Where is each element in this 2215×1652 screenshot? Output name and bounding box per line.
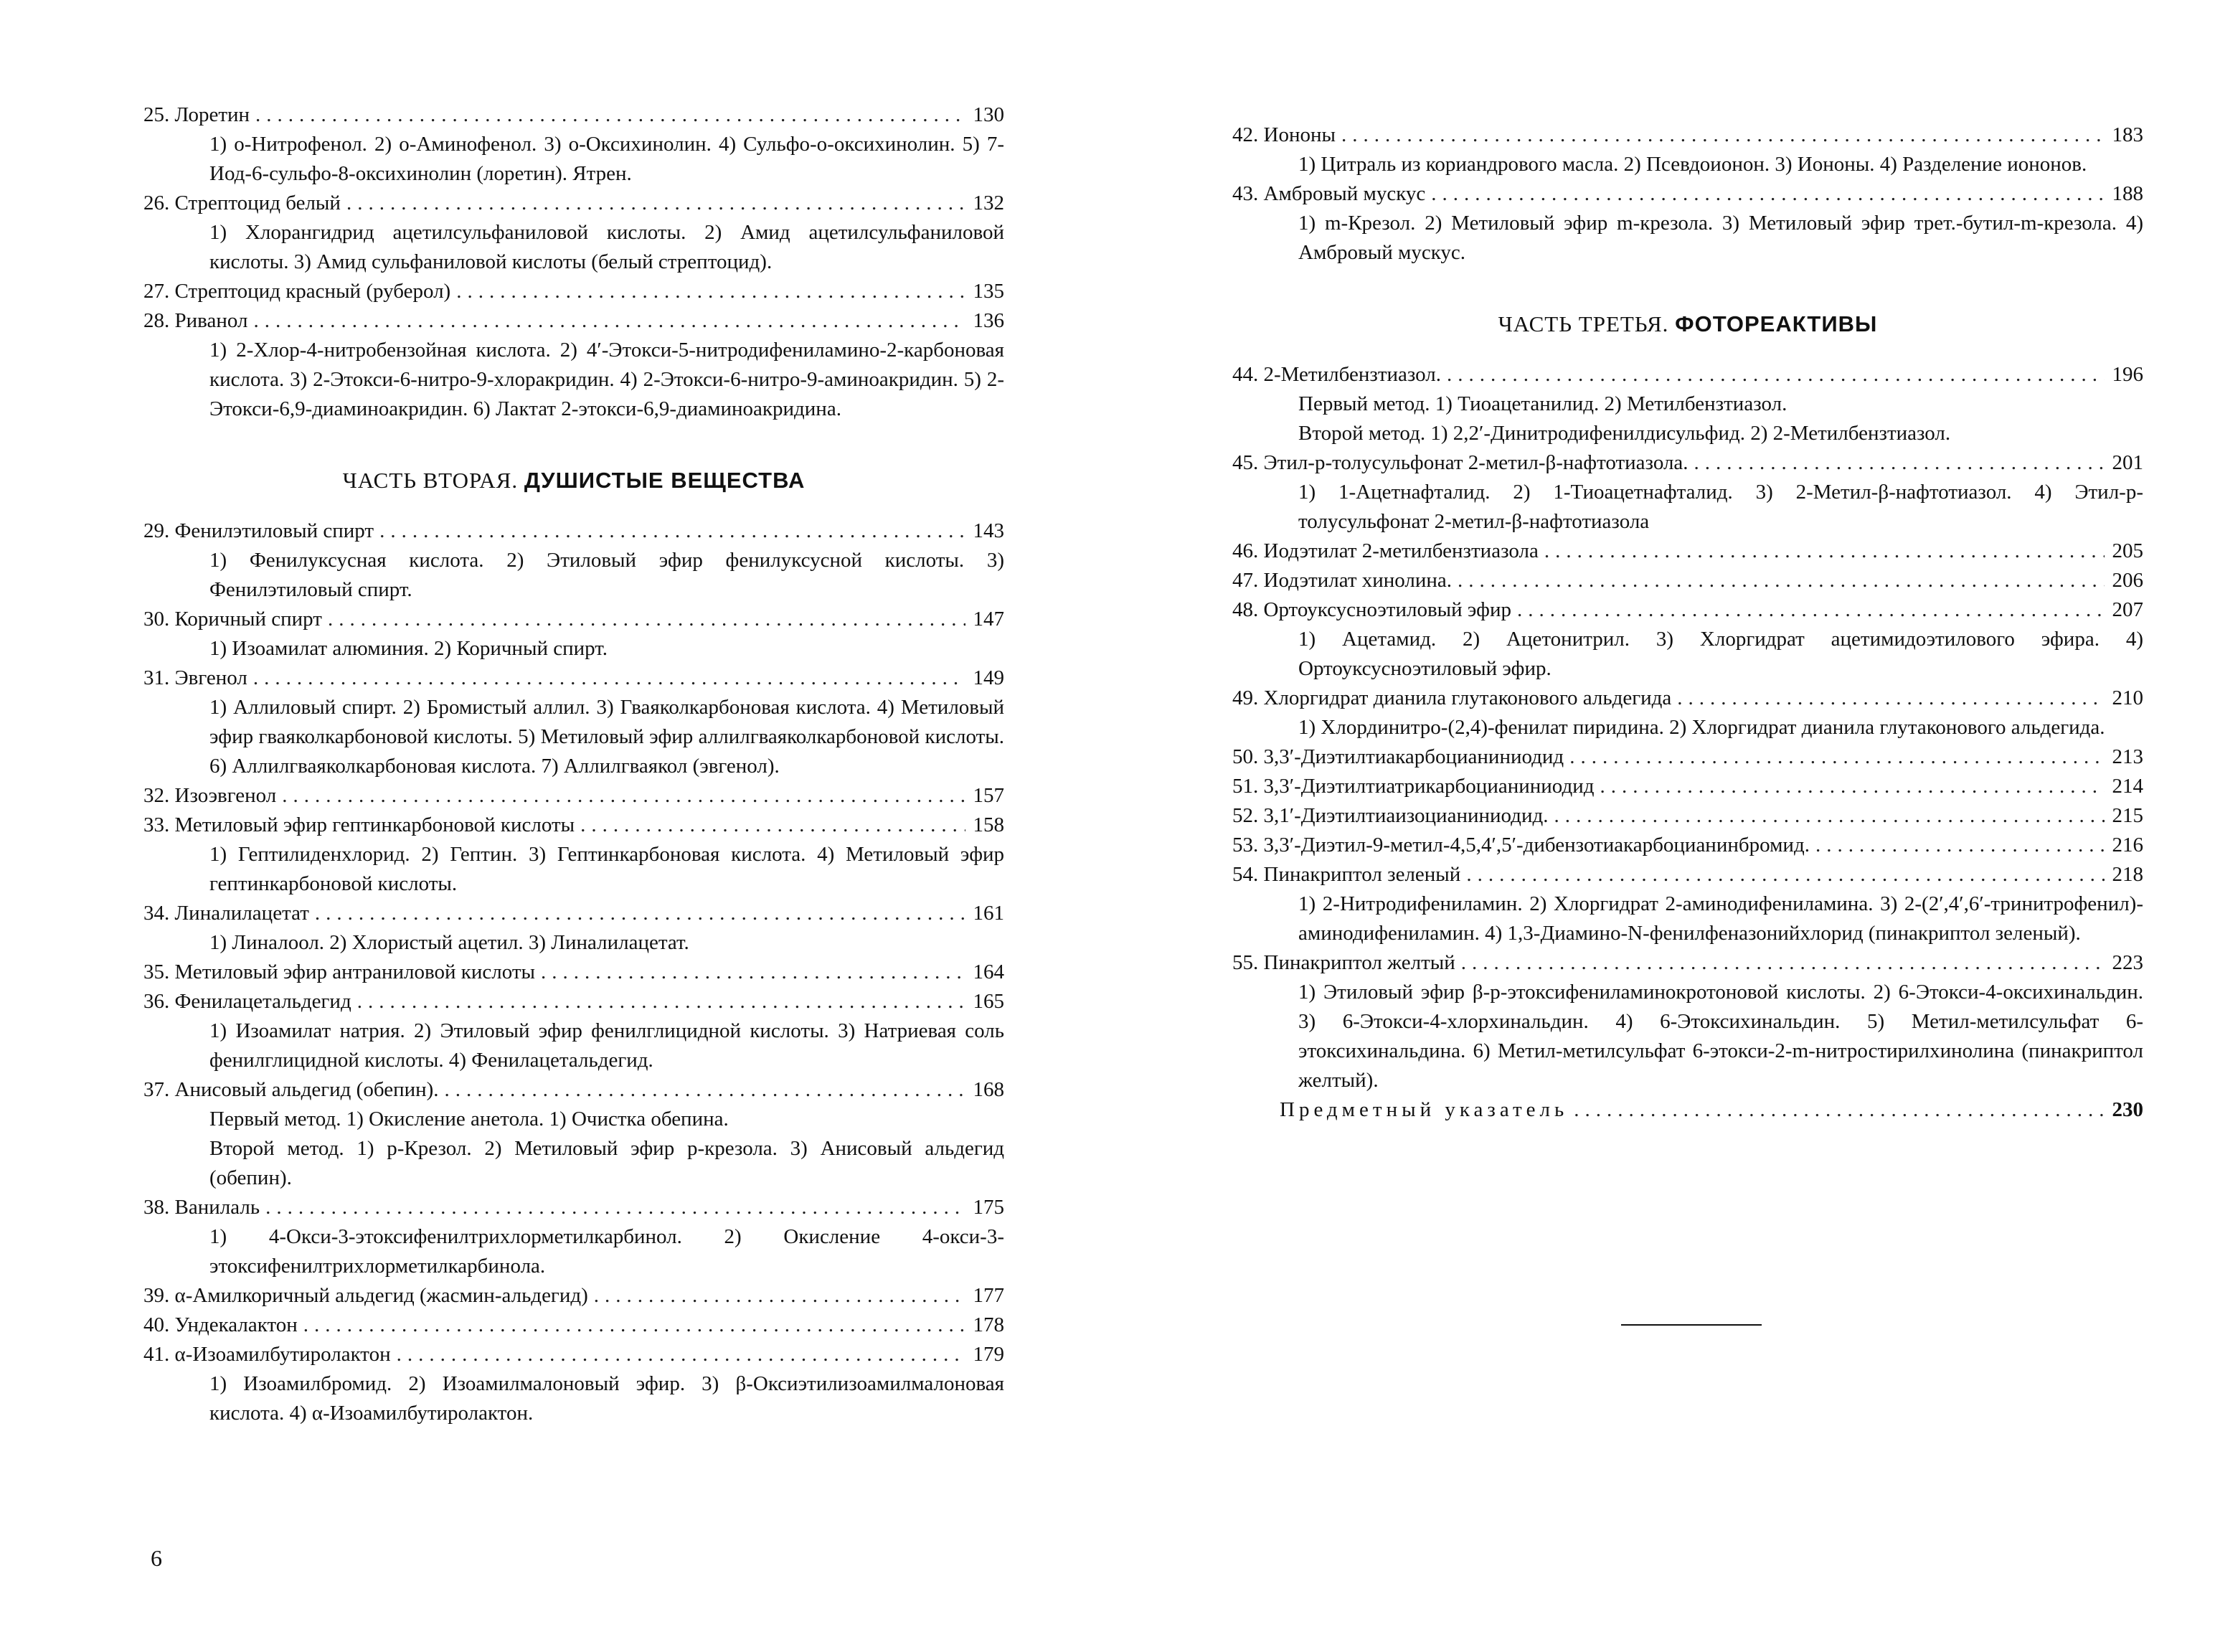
entry-title: 53. 3,3′-Диэтил-9-метил-4,5,4′,5′-дибензотиакарбоцианинбромид. [1232, 834, 1810, 856]
subject-index-page: 230 [2112, 1098, 2143, 1121]
entry-line [143, 189, 1004, 218]
dot-leader [1458, 566, 2105, 595]
toc-entry [143, 516, 1004, 605]
entry-page-number: 177 [973, 1284, 1004, 1307]
entry-title: 46. Иодэтилат 2-метилбензтиазола [1232, 539, 1539, 562]
entry-page-number: 183 [2112, 123, 2143, 146]
entry-description: 1) Гептилиденхлорид. 2) Гептин. 3) Гептинкарбоновая кислота. 4) Метиловый эфир гептинкарбоновой кислоты. [209, 843, 1004, 895]
toc-entry [143, 1075, 1004, 1193]
entry-line [1232, 360, 2143, 390]
entry-page-number: 147 [973, 608, 1004, 631]
entry-description: 1) Ацетамид. 2) Ацетонитрил. 3) Хлоргидрат ацетимидоэтилового эфира. 4) Ортоуксусноэтиловый эфир. [1298, 628, 2143, 680]
toc-entry [1232, 537, 2143, 566]
toc-entry [143, 1311, 1004, 1340]
entry-page-number: 206 [2112, 569, 2143, 592]
toc-entry [1232, 860, 2143, 948]
toc-entry [1232, 360, 2143, 448]
entry-page-number: 130 [973, 103, 1004, 126]
dot-leader [1461, 948, 2105, 978]
entry-line [1232, 742, 2143, 772]
entry-line [1232, 121, 2143, 150]
entry-line [1232, 566, 2143, 595]
entry-line [1232, 684, 2143, 713]
entry-page-number: 149 [973, 666, 1004, 689]
entry-title: 38. Ванилаль [143, 1196, 260, 1219]
entry-description: Первый метод. 1) Тиоацетанилид. 2) Метилбензтиазол. [1298, 392, 1787, 415]
entry-page-number: 136 [973, 309, 1004, 332]
toc-entry [143, 277, 1004, 306]
toc-entry [143, 100, 1004, 189]
toc-entry [1232, 595, 2143, 684]
entry-line [1232, 179, 2143, 209]
dot-leader [346, 189, 965, 218]
entry-title: 30. Коричный спирт [143, 608, 322, 631]
entry-page-number: 178 [973, 1313, 1004, 1336]
entry-description: 1) 4-Окси-3-этоксифенилтрихлорметилкарбинол. 2) Окисление 4-окси-3-этоксифенилтрихлорметилкарбинола. [209, 1225, 1004, 1278]
entry-line [143, 1340, 1004, 1369]
entry-page-number: 207 [2112, 598, 2143, 621]
toc-entry [143, 1340, 1004, 1428]
dot-leader [1677, 684, 2105, 713]
dot-leader [1544, 537, 2105, 566]
toc-entry [1232, 121, 2143, 179]
entry-line [143, 1193, 1004, 1222]
toc-entry [1232, 831, 2143, 860]
entry-description: 1) 1-Ацетнафталид. 2) 1-Тиоацетнафталид. 3) 2-Метил-β-нафтотиазол. 4) Этил-p-толусульфонат 2-метил-β-нафтотиазола [1298, 481, 2143, 533]
entry-description: 1) Цитраль из кориандрового масла. 2) Псевдоионон. 3) Иононы. 4) Разделение иононов. [1298, 153, 2087, 176]
entry-title: 37. Анисовый альдегид (обепин). [143, 1078, 439, 1101]
page-number: 6 [151, 1545, 162, 1571]
toc-entry [143, 189, 1004, 277]
entry-description: 1) Линалоол. 2) Хлористый ацетил. 3) Линалилацетат. [209, 931, 689, 954]
entry-page-number: 161 [973, 902, 1004, 925]
entry-line [143, 899, 1004, 928]
entry-title: 50. 3,3′-Диэтилтиакарбоцианиниодид [1232, 745, 1564, 768]
entry-title: 25. Лоретин [143, 103, 250, 126]
subject-index-title: Предметный указатель [1280, 1098, 1569, 1121]
entry-title: 45. Этил-p-толусульфонат 2-метил-β-нафтотиазола. [1232, 451, 1689, 474]
entry-page-number: 215 [2112, 804, 2143, 827]
toc-entry [143, 987, 1004, 1075]
entry-title: 42. Иононы [1232, 123, 1336, 146]
entry-page-number: 164 [973, 960, 1004, 983]
toc-entry [1232, 742, 2143, 772]
dot-leader [1694, 448, 2105, 478]
entries-part-two [143, 516, 1004, 1428]
dot-leader [456, 277, 965, 306]
entry-title: 31. Эвгенол [143, 666, 247, 689]
entry-title: 41. α-Изоамилбутиролактон [143, 1343, 391, 1366]
section-heading-part-two [143, 466, 1004, 495]
toc-entry [143, 958, 1004, 987]
dot-leader [253, 664, 965, 693]
entry-title: 35. Метиловый эфир антраниловой кислоты [143, 960, 536, 983]
entry-description: 1) Хлординитро-(2,4)-фенилат пиридина. 2) Хлоргидрат дианила глутаконового альдегида. [1298, 716, 2105, 739]
entry-line [1232, 448, 2143, 478]
entry-description: 1) 2-Хлор-4-нитробензойная кислота. 2) 4′-Этокси-5-нитродифениламино-2-карбоновая кислота. 3) 2-Этокси-6-нитро-9-хлоракридин. 4) 2-Этокси-6-нитро-9-аминоакридин. 5) 2-Этокси-6,9-диаминоакридин. 6) Лактат 2-этокси-6,9-диаминоакридина. [209, 339, 1004, 420]
entry-page-number: 223 [2112, 951, 2143, 974]
entry-description: 1) Изоамилбромид. 2) Изоамилмалоновый эфир. 3) β-Оксиэтилизоамилмалоновая кислота. 4) α-Изоамилбутиролактон. [209, 1372, 1004, 1425]
entry-line [1232, 831, 2143, 860]
entry-title: 28. Риванол [143, 309, 248, 332]
entry-title: 29. Фенилэтиловый спирт [143, 519, 374, 542]
toc-entry [1232, 772, 2143, 801]
subject-index-entry [1280, 1095, 2143, 1125]
entry-page-number: 143 [973, 519, 1004, 542]
dot-leader [379, 516, 965, 546]
dot-leader [1569, 742, 2105, 772]
right-page-column [1232, 121, 2143, 1125]
entry-description: 1) m-Крезол. 2) Метиловый эфир m-крезола. 3) Метиловый эфир трет.-бутил-m-крезола. 4) Амбровый мускус. [1298, 212, 2143, 264]
entry-description: 1) Изоамилат натрия. 2) Этиловый эфир фенилглицидной кислоты. 3) Натриевая соль фенилглицидной кислоты. 4) Фенилацетальдегид. [209, 1019, 1004, 1072]
entry-description: Первый метод. 1) Окисление анетола. 1) Очистка обепина. [209, 1108, 729, 1131]
section-prefix: ЧАСТЬ ВТОРАЯ. [342, 468, 519, 493]
entry-page-number: 165 [973, 990, 1004, 1013]
entry-page-number: 216 [2112, 834, 2143, 856]
entry-page-number: 135 [973, 280, 1004, 303]
toc-entry [1232, 179, 2143, 268]
entry-title: 52. 3,1′-Диэтилтиаизоцианиниодид. [1232, 804, 1549, 827]
entry-page-number: 132 [973, 192, 1004, 214]
toc-entry [143, 1281, 1004, 1311]
entry-description: 1) Аллиловый спирт. 2) Бромистый аллил. 3) Гваяколкарбоновая кислота. 4) Метиловый эфир гваяколкарбоновой кислоты. 5) Метиловый эфир аллилгваяколкарбоновой кислоты. 6) Аллилгваяколкарбоновая кислота. 7) Аллилгваякол (эвгенол). [209, 696, 1004, 778]
entry-description: 1) 2-Нитродифениламин. 2) Хлоргидрат 2-аминодифениламина. 3) 2-(2′,4′,6′-тринитрофенил)-аминодифениламин. 4) 1,3-Диамино-N-фенилфеназонийхлорид (пинакриптол зеленый). [1298, 892, 2143, 945]
toc-entry [143, 306, 1004, 424]
dot-leader [541, 958, 965, 987]
entry-description: 1) Изоамилат алюминия. 2) Коричный спирт. [209, 637, 608, 660]
entries-part-three [1232, 360, 2143, 1125]
toc-entry [1232, 948, 2143, 1095]
entry-title: 39. α-Амилкоричный альдегид (жасмин-альдегид) [143, 1284, 588, 1307]
dot-leader [397, 1340, 965, 1369]
dot-leader [1466, 860, 2105, 889]
entry-title: 32. Изоэвгенол [143, 784, 277, 807]
entry-line [1232, 948, 2143, 978]
entry-line [143, 516, 1004, 546]
entry-title: 54. Пинакриптол зеленый [1232, 863, 1461, 886]
entry-title: 36. Фенилацетальдегид [143, 990, 351, 1013]
entry-title: 44. 2-Метилбензтиазол. [1232, 363, 1442, 386]
entry-page-number: 196 [2112, 363, 2143, 386]
entry-description: 1) Фенилуксусная кислота. 2) Этиловый эфир фенилуксусной кислоты. 3) Фенилэтиловый спирт. [209, 549, 1004, 601]
dot-leader [1517, 595, 2105, 625]
entries-part-one [143, 100, 1004, 424]
dot-leader [315, 899, 965, 928]
entry-line [143, 100, 1004, 130]
entry-line [143, 1075, 1004, 1105]
dot-leader [580, 811, 965, 840]
entry-page-number: 218 [2112, 863, 2143, 886]
entry-line [143, 1281, 1004, 1311]
entry-line [143, 1311, 1004, 1340]
entry-line [1232, 537, 2143, 566]
entry-line [143, 781, 1004, 811]
toc-entry [143, 664, 1004, 781]
toc-entry [1232, 566, 2143, 595]
dot-leader [1815, 831, 2105, 860]
toc-entry [143, 781, 1004, 811]
entry-page-number: 205 [2112, 539, 2143, 562]
entry-page-number: 201 [2112, 451, 2143, 474]
dot-leader [357, 987, 965, 1016]
toc-entry [143, 811, 1004, 899]
dot-leader [1554, 801, 2105, 831]
entry-title: 55. Пинакриптол желтый [1232, 951, 1455, 974]
entry-description: 1) Этиловый эфир β-p-этоксифениламинокротоновой кислоты. 2) 6-Этокси-4-оксихинальдин. 3) 6-Этокси-4-хлорхинальдин. 4) 6-Этоксихинальдин. 5) Метил-метилсульфат 6-этоксихинальдина. 6) Метил-метилсульфат 6-этокси-2-m-нитростирилхинолина (пинакриптол желтый). [1298, 981, 2143, 1092]
entry-page-number: 214 [2112, 775, 2143, 798]
entry-line [143, 306, 1004, 336]
entry-title: 26. Стрептоцид белый [143, 192, 341, 214]
entry-page-number: 168 [973, 1078, 1004, 1101]
entry-title: 47. Иодэтилат хинолина. [1232, 569, 1453, 592]
entry-description: Второй метод. 1) 2,2′-Динитродифенилдисульфид. 2) 2-Метилбензтиазол. [1298, 422, 1951, 445]
entry-title: 34. Линалилацетат [143, 902, 309, 925]
entry-title: 49. Хлоргидрат дианила глутаконового альдегида [1232, 686, 1672, 709]
entry-title: 48. Ортоуксусноэтиловый эфир [1232, 598, 1511, 621]
entry-line [1232, 595, 2143, 625]
toc-entry [1232, 448, 2143, 537]
left-page-column [143, 100, 1004, 1428]
dot-leader [282, 781, 965, 811]
section-title: ФОТОРЕАКТИВЫ [1675, 311, 1878, 336]
dot-leader [255, 100, 965, 130]
entry-page-number: 179 [973, 1343, 1004, 1366]
entry-page-number: 157 [973, 784, 1004, 807]
toc-entry [143, 1193, 1004, 1281]
entry-title: 51. 3,3′-Диэтилтиатрикарбоцианиниодид [1232, 775, 1595, 798]
entry-line [143, 605, 1004, 634]
entry-line [143, 811, 1004, 840]
entry-description: 1) Хлорангидрид ацетилсульфаниловой кислоты. 2) Амид ацетилсульфаниловой кислоты. 3) Амид сульфаниловой кислоты (белый стрептоцид). [209, 221, 1004, 273]
dot-leader [445, 1075, 965, 1105]
entry-title: 43. Амбровый мускус [1232, 182, 1426, 205]
entry-line [1232, 772, 2143, 801]
closing-rule [1621, 1324, 1762, 1326]
entry-line [1232, 801, 2143, 831]
toc-entry [1232, 684, 2143, 742]
entry-title: 27. Стрептоцид красный (руберол) [143, 280, 451, 303]
entry-title: 40. Ундекалактон [143, 1313, 298, 1336]
entry-line [1232, 860, 2143, 889]
section-title: ДУШИСТЫЕ ВЕЩЕСТВА [524, 468, 806, 493]
dot-leader [303, 1311, 965, 1340]
entries-part-two-continued [1232, 121, 2143, 268]
entry-line [143, 958, 1004, 987]
dot-leader [1600, 772, 2105, 801]
entry-line [143, 987, 1004, 1016]
dot-leader [1447, 360, 2105, 390]
entry-line [143, 277, 1004, 306]
dot-leader [328, 605, 965, 634]
toc-entry [143, 605, 1004, 664]
dot-leader [594, 1281, 965, 1311]
entry-page-number: 210 [2112, 686, 2143, 709]
dot-leader [1431, 179, 2105, 209]
entry-title: 33. Метиловый эфир гептинкарбоновой кислоты [143, 813, 575, 836]
entry-page-number: 158 [973, 813, 1004, 836]
dot-leader [265, 1193, 965, 1222]
dot-leader [1341, 121, 2105, 150]
entry-page-number: 213 [2112, 745, 2143, 768]
dot-leader [253, 306, 965, 336]
toc-entry [143, 899, 1004, 958]
section-heading-part-three [1232, 309, 2143, 339]
entry-description: 1) o-Нитрофенол. 2) o-Аминофенол. 3) o-Оксихинолин. 4) Сульфо-o-оксихинолин. 5) 7-Иод-6-сульфо-8-оксихинолин (лоретин). Ятрен. [209, 133, 1004, 185]
entry-page-number: 188 [2112, 182, 2143, 205]
toc-entry [1232, 801, 2143, 831]
entry-page-number: 175 [973, 1196, 1004, 1219]
entry-line [143, 664, 1004, 693]
section-prefix: ЧАСТЬ ТРЕТЬЯ. [1498, 311, 1669, 336]
entry-description: Второй метод. 1) p-Крезол. 2) Метиловый эфир p-крезола. 3) Анисовый альдегид (обепин). [209, 1137, 1004, 1189]
dot-leader [1574, 1095, 2105, 1125]
